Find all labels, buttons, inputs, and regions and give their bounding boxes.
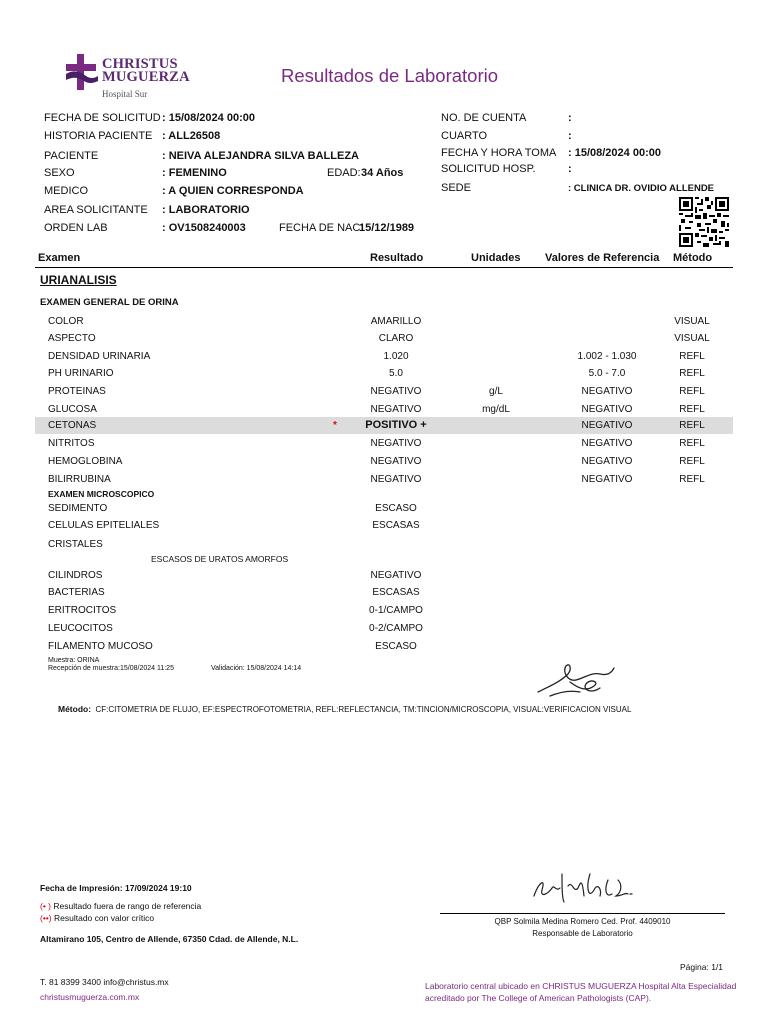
method-legend: Método: CF:CITOMETRIA DE FLUJO, EF:ESPECTROFOTOMETRIA, REFL:REFLECTANCIA, TM:TINCION/MICROSCOPIA, VISUAL:VERIFICACION VISUAL <box>58 704 632 714</box>
signature-line <box>440 913 725 914</box>
table-row: DENSIDAD URINARIA 1.020 1.002 - 1.030 REFL <box>48 351 705 362</box>
table-row: CELULAS EPITELIALES ESCASAS <box>48 520 420 531</box>
table-row: PH URINARIO 5.0 5.0 - 7.0 REFL <box>48 368 705 379</box>
header-referencia: Valores de Referencia <box>545 252 660 264</box>
out-of-range-marker: * <box>333 420 337 431</box>
logo-subtitle: Hospital Sur <box>102 89 148 99</box>
legend-critical: (••) Resultado con valor crítico <box>40 913 155 923</box>
header-unidades: Unidades <box>471 252 521 264</box>
table-row: BILIRRUBINA NEGATIVO NEGATIVO REFL <box>48 474 705 485</box>
document-title: Resultados de Laboratorio <box>281 65 499 86</box>
table-row: ERITROCITOS 0-1/CAMPO <box>48 605 423 616</box>
table-row: HEMOGLOBINA NEGATIVO NEGATIVO REFL <box>48 456 705 467</box>
table-row: CRISTALES <box>48 539 103 550</box>
header-resultado: Resultado <box>370 252 424 264</box>
header-metodo: Método <box>673 252 713 264</box>
table-row-abnormal: CETONAS * POSITIVO + NEGATIVO REFL <box>35 417 733 434</box>
table-row: FILAMENTO MUCOSO ESCASO <box>48 641 417 652</box>
table-row: LEUCOCITOS 0-2/CAMPO <box>48 623 423 634</box>
validation-signature-icon <box>530 652 618 698</box>
table-row: CILINDROS NEGATIVO <box>48 570 422 581</box>
print-date: Fecha de Impresión: 17/09/2024 19:10 <box>40 883 192 893</box>
table-row: GLUCOSA NEGATIVO mg/dL NEGATIVO REFL <box>48 404 705 415</box>
accreditation-note: Laboratorio central ubicado en CHRISTUS MUGUERZA Hospital Alta Especialidad acreditado por The College of American Pathologists (CAP). <box>425 981 737 1003</box>
results-table-header <box>35 249 733 268</box>
signer-signature-icon <box>528 866 638 908</box>
table-row: COLOR AMARILLO VISUAL <box>48 316 710 327</box>
legend-out-of-range: (• ) Resultado fuera de rango de referencia <box>40 901 202 911</box>
logo-name: CHRISTUS MUGUERZA <box>102 56 190 85</box>
website-link[interactable]: christusmuguerza.com.mx <box>40 992 140 1002</box>
sample-info: Muestra: ORINA Recepción de muestra:15/08/2024 11:25 Validación: 15/08/2024 14:14 <box>48 657 302 672</box>
header-examen: Examen <box>38 252 81 264</box>
microscopic-title: EXAMEN MICROSCOPICO <box>48 489 155 499</box>
hospital-address: Altamirano 105, Centro de Allende, 67350 Cdad. de Allende, N.L. <box>40 934 299 944</box>
table-row: NITRITOS NEGATIVO NEGATIVO REFL <box>48 438 705 449</box>
page-number: Página: 1/1 <box>680 962 724 972</box>
cross-logo-icon <box>64 54 98 90</box>
section-title: URIANALISIS <box>40 273 117 287</box>
table-row-detail: ESCASOS DE URATOS AMORFOS <box>151 554 289 564</box>
hospital-logo <box>64 52 204 102</box>
contact-info: T. 81 8399 3400 info@christus.mx <box>40 977 169 987</box>
qr-code-icon <box>679 197 729 247</box>
table-row: BACTERIAS ESCASAS <box>48 587 420 598</box>
table-row: ASPECTO CLARO VISUAL <box>48 333 710 344</box>
subsection-title: EXAMEN GENERAL DE ORINA <box>40 297 179 308</box>
table-row: PROTEINAS NEGATIVO g/L NEGATIVO REFL <box>48 386 705 397</box>
signer-info: QBP Solmila Medina Romero Ced. Prof. 4409010 Responsable de Laboratorio <box>494 917 671 938</box>
table-row: SEDIMENTO ESCASO <box>48 503 417 514</box>
